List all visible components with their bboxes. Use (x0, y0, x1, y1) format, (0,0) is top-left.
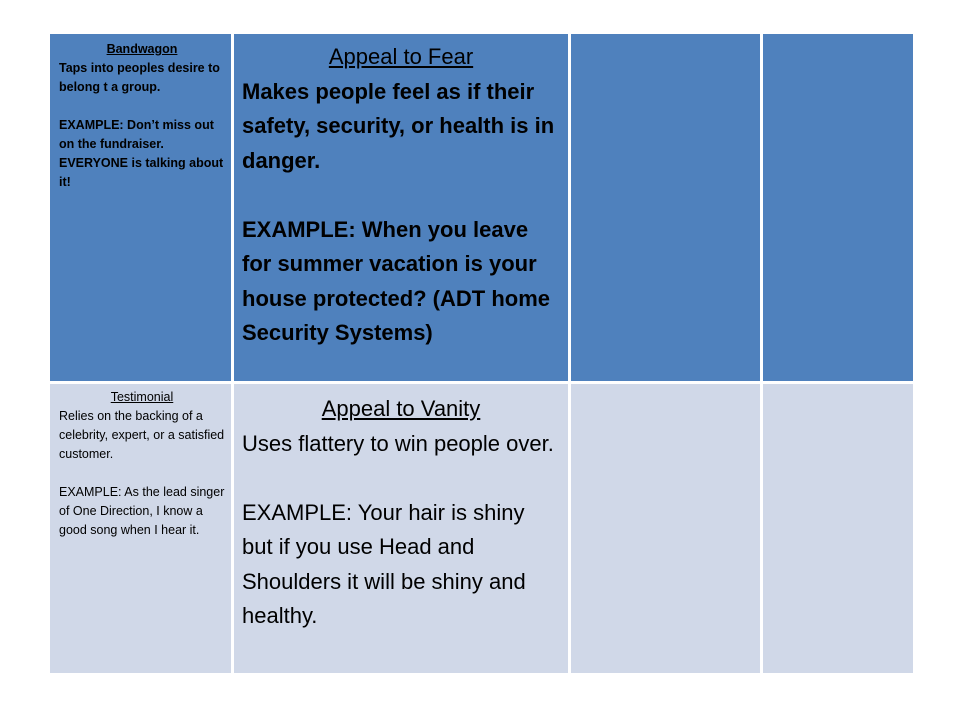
testimonial-title: Testimonial (110, 390, 174, 404)
appeal-to-vanity-title: Appeal to Vanity (321, 396, 481, 421)
appeal-to-vanity-description: Uses flattery to win people over. (242, 430, 554, 456)
bandwagon-example: EXAMPLE: Don’t miss out on the fundraiser. EVERYONE is talking about it! (59, 118, 224, 189)
appeal-to-fear-title: Appeal to Fear (328, 44, 474, 69)
testimonial-description: Relies on the backing of a celebrity, expert, or a satisfied customer. (59, 409, 225, 461)
appeal-to-vanity-example: EXAMPLE: Your hair is shiny but if you use Head and Shoulders it will be shiny and healthy. (242, 499, 526, 628)
empty-cell (570, 33, 762, 383)
table-row (49, 33, 915, 383)
appeal-to-fear-description: Makes people feel as if their safety, security, or health is in danger. (242, 78, 555, 173)
bandwagon-cell (49, 33, 233, 383)
bandwagon-title: Bandwagon (106, 42, 178, 56)
appeal-to-vanity-cell (233, 383, 570, 675)
empty-cell (570, 383, 762, 675)
table-row (49, 383, 915, 675)
empty-cell (762, 383, 915, 675)
testimonial-cell (49, 383, 233, 675)
bandwagon-description: Taps into peoples desire to belong t a group. (59, 61, 220, 94)
empty-cell (762, 33, 915, 383)
propaganda-techniques-table (47, 31, 916, 676)
testimonial-example: EXAMPLE: As the lead singer of One Direction, I know a good song when I hear it. (59, 485, 225, 537)
appeal-to-fear-example: EXAMPLE: When you leave for summer vacation is your house protected? (ADT home Security Systems) (242, 216, 551, 345)
appeal-to-fear-cell (233, 33, 570, 383)
